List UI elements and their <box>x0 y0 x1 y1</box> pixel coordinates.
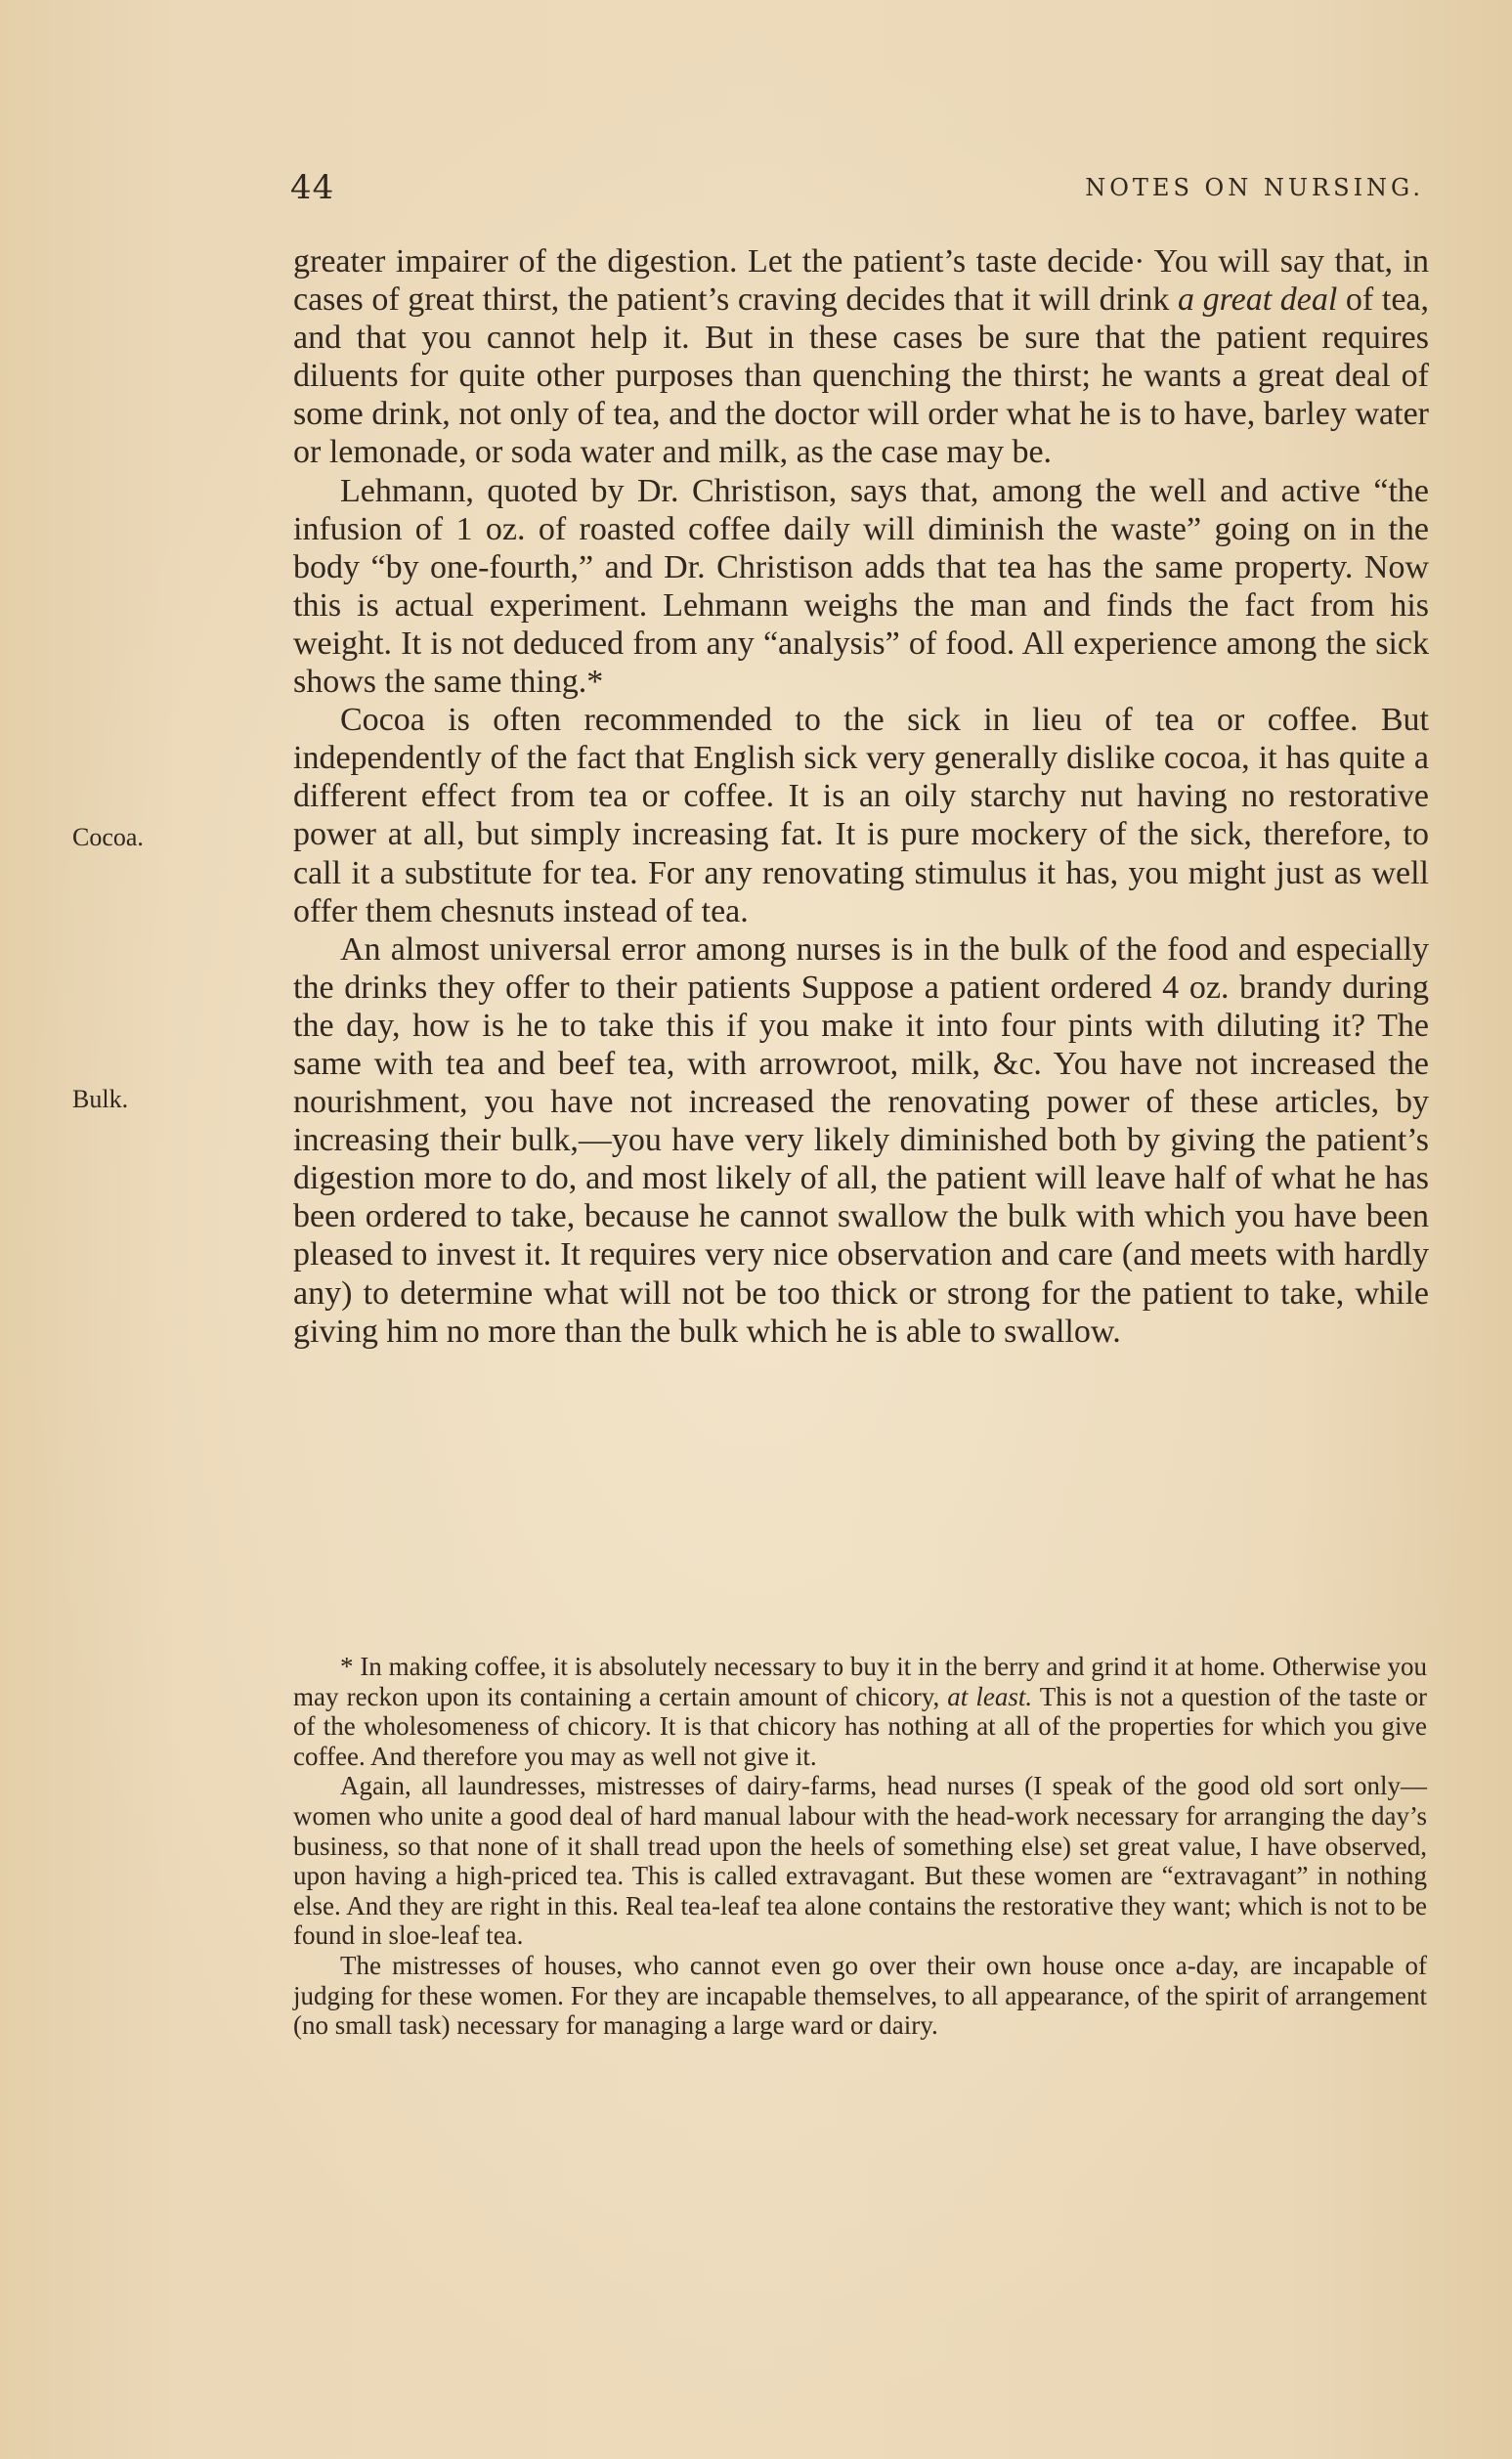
footnote-text: This is not a question of the taste or of the wholesomeness of chicory. It is that chicory has nothing at all of the properties for which you give coffee. And therefore you may as well not give it. <box>293 1681 1428 1771</box>
footnote-coffee <box>293 1652 1427 1771</box>
page-header <box>290 168 1424 207</box>
paragraph-digestion <box>293 242 1429 472</box>
running-head: NOTES ON NURSING. <box>1085 174 1424 201</box>
italic-phrase: a great deal <box>1178 281 1338 319</box>
margin-note-cocoa: Cocoa. <box>72 823 144 851</box>
paragraph-cocoa: Cocoa is often recommended to the sick in lieu of tea or coffee. But independently of the fact that English sick very generally dislike cocoa, it has quite a different effect from tea or coffee. It is an oily starchy nut having no restorative power at all, but simply increasing fat. It is pure mockery of the sick, therefore, to call it a substitute for tea. For any renovating stimulus it has, you might just as well offer them chesnuts instead of tea. <box>293 702 1429 929</box>
page-number: 44 <box>290 168 335 207</box>
paragraph-bulk: An almost universal error among nurses is in the bulk of the food and especially the drinks they offer to their patients Suppose a patient ordered 4 oz. brandy during the day, how is he to take this if you make it into four pints with diluting it? The same with tea and beef tea, with arrowroot, milk, &c. You have not increased the nourishment, you have not increased the renovating power of these articles, by increasing their bulk,—you have very likely diminished both by giving the patient’s digestion more to do, and most likely of all, the patient will leave half of what he has been ordered to take, because he cannot swallow the bulk with which you have been pleased to invest it. It requires very nice observation and care (and meets with hardly any) to determine what will not be too thick or strong for the patient to take, while giving him no more than the bulk which he is able to swallow. <box>293 930 1429 1350</box>
footnote-text: * In making coffee, it is absolutely necessary to buy it in the berry and grind it at home. Otherwise you may reckon upon its containing a certain amount of chicory, <box>293 1652 1427 1711</box>
paragraph-lehmann: Lehmann, quoted by Dr. Christison, says that, among the well and active “the infusion of 1 oz. of roasted coffee daily will diminish the waste” going on in the body “by one-fourth,” and Dr. Christison adds that tea has the same property. Now this is actual experiment. Lehmann weighs the man and finds the fact from his weight. It is not deduced from any “analysis” of food. All experience among the sick shows the same thing.* <box>293 472 1429 701</box>
italic-phrase: at least. <box>947 1681 1033 1711</box>
paragraph-text: greater impairer of the digestion. Let the patient’s taste decide· You will say that, in cases of great thirst, the patient’s craving decides that it will drink <box>293 243 1429 319</box>
paragraph-text: of tea, and that you cannot help it. But in these cases be sure that the patient requires diluents for quite other purposes than quenching the thirst; he wants a great deal of some drink, not only of tea, and the doctor will order what he is to have, barley water or lemonade, or soda water and milk, as the case may be. <box>293 281 1430 471</box>
footnotes <box>293 1652 1427 2041</box>
body-text <box>293 242 1429 1351</box>
footnote-laundresses: Again, all laundresses, mistresses of dairy-farms, head nurses (I speak of the good old sort only—women who unite a good deal of hard manual labour with the head-work necessary for arranging the day’s business, so that none of it shall tread upon the heels of something else) set great value, I have observed, upon having a high-priced tea. This is called extravagant. But these women are “extravagant” in nothing else. And they are right in this. Real tea-leaf tea alone contains the restorative they want; which is not to be found in sloe-leaf tea. <box>293 1771 1427 1951</box>
footnote-mistresses: The mistresses of houses, who cannot even go over their own house once a-day, are incapable of judging for these women. For they are incapable themselves, to all appearance, of the spirit of arrangement (no small task) necessary for managing a large ward or dairy. <box>293 1950 1427 2041</box>
margin-note-bulk: Bulk. <box>72 1085 129 1113</box>
